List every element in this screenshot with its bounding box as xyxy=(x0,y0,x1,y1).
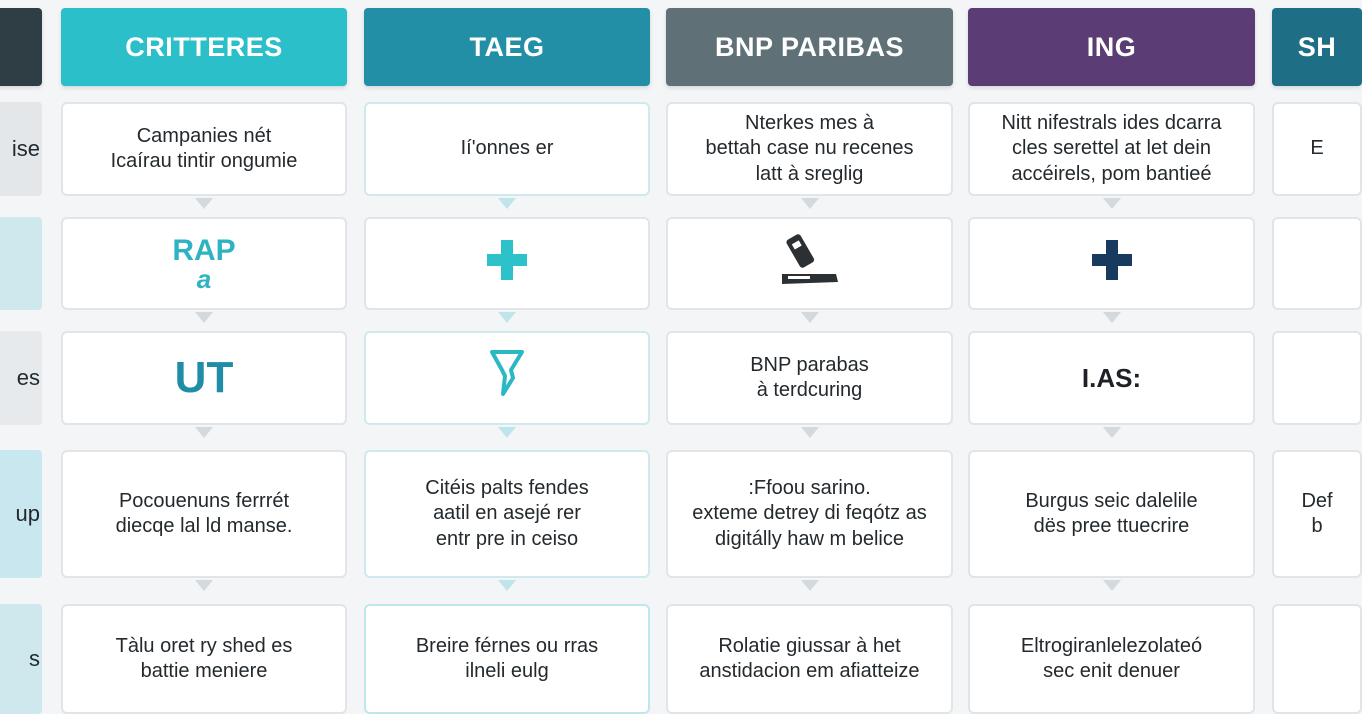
cell-text-line: à terdcuring xyxy=(756,379,863,401)
cell-r1-c5 xyxy=(1272,217,1362,310)
cell-text-line: :Ffoou sarino. xyxy=(748,476,871,499)
connector-arrow xyxy=(1103,198,1121,209)
column-header-4: ING xyxy=(968,8,1255,86)
cell-text-line: b xyxy=(1311,515,1323,537)
cell-text-line: exteme detrey di feqótz as xyxy=(692,502,927,525)
cell-text-line: accéirels, pom bantieé xyxy=(1011,162,1212,185)
connector-arrow xyxy=(498,427,516,438)
cell-r0-c5 xyxy=(1272,102,1362,196)
cell-r4-c2 xyxy=(364,604,650,714)
cell-text-line: latt à sreglig xyxy=(755,162,864,185)
brand-logo: RAP xyxy=(172,233,236,267)
cell-text-line: Breire férnes ou rras xyxy=(415,634,599,657)
brand-logo-sub: a xyxy=(196,263,212,294)
connector-arrow xyxy=(498,312,516,323)
cell-text-line: Eltrogiranlelezolateó xyxy=(1020,634,1203,657)
connector-arrow xyxy=(1103,427,1121,438)
cell-r4-c1 xyxy=(61,604,347,714)
row-label-4: s xyxy=(0,604,42,714)
cell-r0-c1 xyxy=(61,102,347,196)
row-label-0: ise xyxy=(0,102,42,196)
cell-r2-c5 xyxy=(1272,331,1362,425)
connector-arrow xyxy=(801,580,819,591)
column-header-0 xyxy=(0,8,42,86)
cell-r2-c1 xyxy=(61,331,347,425)
brand-logo: I.AS: xyxy=(1081,363,1142,393)
cell-r2-c3 xyxy=(666,331,953,425)
cell-text-line: E xyxy=(1310,137,1324,160)
brand-logo: UT xyxy=(174,353,234,402)
connector-arrow xyxy=(498,580,516,591)
cell-text-line: Nitt nifestrals ides dcarra xyxy=(1001,111,1222,134)
connector-arrow xyxy=(195,427,213,438)
row-label-2: es xyxy=(0,331,42,425)
connector-arrow xyxy=(498,198,516,209)
cell-text-line: BNP parabas xyxy=(750,353,869,376)
connector-arrow xyxy=(801,427,819,438)
cell-text-line: battie meniere xyxy=(140,660,268,682)
cell-r1-c2 xyxy=(364,217,650,310)
cell-r1-c4 xyxy=(968,217,1255,310)
cell-r3-c1 xyxy=(61,450,347,578)
cell-r4-c3 xyxy=(666,604,953,714)
cell-text-line: digitálly haw m belice xyxy=(715,527,904,550)
connector-arrow xyxy=(1103,580,1121,591)
connector-arrow xyxy=(801,312,819,323)
cell-text-line: aatil en asejé rer xyxy=(433,502,581,525)
cell-text-line: Icaírau tintir ongumie xyxy=(110,150,298,172)
cell-text-line: diecqe lal ld manse. xyxy=(115,515,293,537)
connector-arrow xyxy=(195,312,213,323)
cell-r1-c1 xyxy=(61,217,347,310)
column-header-5: SH xyxy=(1272,8,1362,86)
cell-r0-c4 xyxy=(968,102,1255,196)
cell-text-line: cles serettel at let dein xyxy=(1012,137,1211,160)
plus-icon xyxy=(1090,238,1134,289)
funnel-icon xyxy=(489,348,525,407)
cell-r0-c3 xyxy=(666,102,953,196)
row-label-1 xyxy=(0,217,42,310)
cell-text-line: anstidacion em afiatteize xyxy=(699,660,920,682)
column-header-1: CRITTERES xyxy=(61,8,347,86)
card-reader-icon xyxy=(778,228,842,299)
cell-text-line: Def xyxy=(1301,489,1333,512)
cell-text-line: Citéis palts fendes xyxy=(425,476,589,499)
cell-text-line: Burgus seic dalelile xyxy=(1025,489,1198,512)
cell-r3-c2 xyxy=(364,450,650,578)
cell-text-line: Rolatie giussar à het xyxy=(718,634,901,657)
cell-r2-c4 xyxy=(968,331,1255,425)
cell-text-line: ilneli eulg xyxy=(465,660,549,682)
cell-text-line: Ií'onnes er xyxy=(460,137,554,160)
plus-icon xyxy=(485,238,529,289)
cell-r4-c5 xyxy=(1272,604,1362,714)
cell-r3-c5 xyxy=(1272,450,1362,578)
cell-r3-c4 xyxy=(968,450,1255,578)
connector-arrow xyxy=(195,198,213,209)
cell-r4-c4 xyxy=(968,604,1255,714)
connector-arrow xyxy=(195,580,213,591)
row-label-3: up xyxy=(0,450,42,578)
cell-text-line: Nterkes mes à xyxy=(745,111,874,134)
column-header-2: TAEG xyxy=(364,8,650,86)
cell-text-line: sec enit denuer xyxy=(1043,660,1180,682)
column-header-3: BNP PARIBAS xyxy=(666,8,953,86)
cell-r1-c3 xyxy=(666,217,953,310)
cell-text-line: bettah case nu recenes xyxy=(705,137,914,160)
cell-r2-c2 xyxy=(364,331,650,425)
cell-r3-c3 xyxy=(666,450,953,578)
cell-text-line: entr pre in ceiso xyxy=(435,527,579,550)
connector-arrow xyxy=(1103,312,1121,323)
cell-r0-c2 xyxy=(364,102,650,196)
connector-arrow xyxy=(801,198,819,209)
cell-text-line: Pocouenuns ferrrét xyxy=(118,489,290,512)
cell-text-line: dës pree ttuecrire xyxy=(1033,515,1190,537)
cell-text-line: Tàlu oret ry shed es xyxy=(115,634,293,657)
cell-text-line: Campanies nét xyxy=(136,124,272,147)
